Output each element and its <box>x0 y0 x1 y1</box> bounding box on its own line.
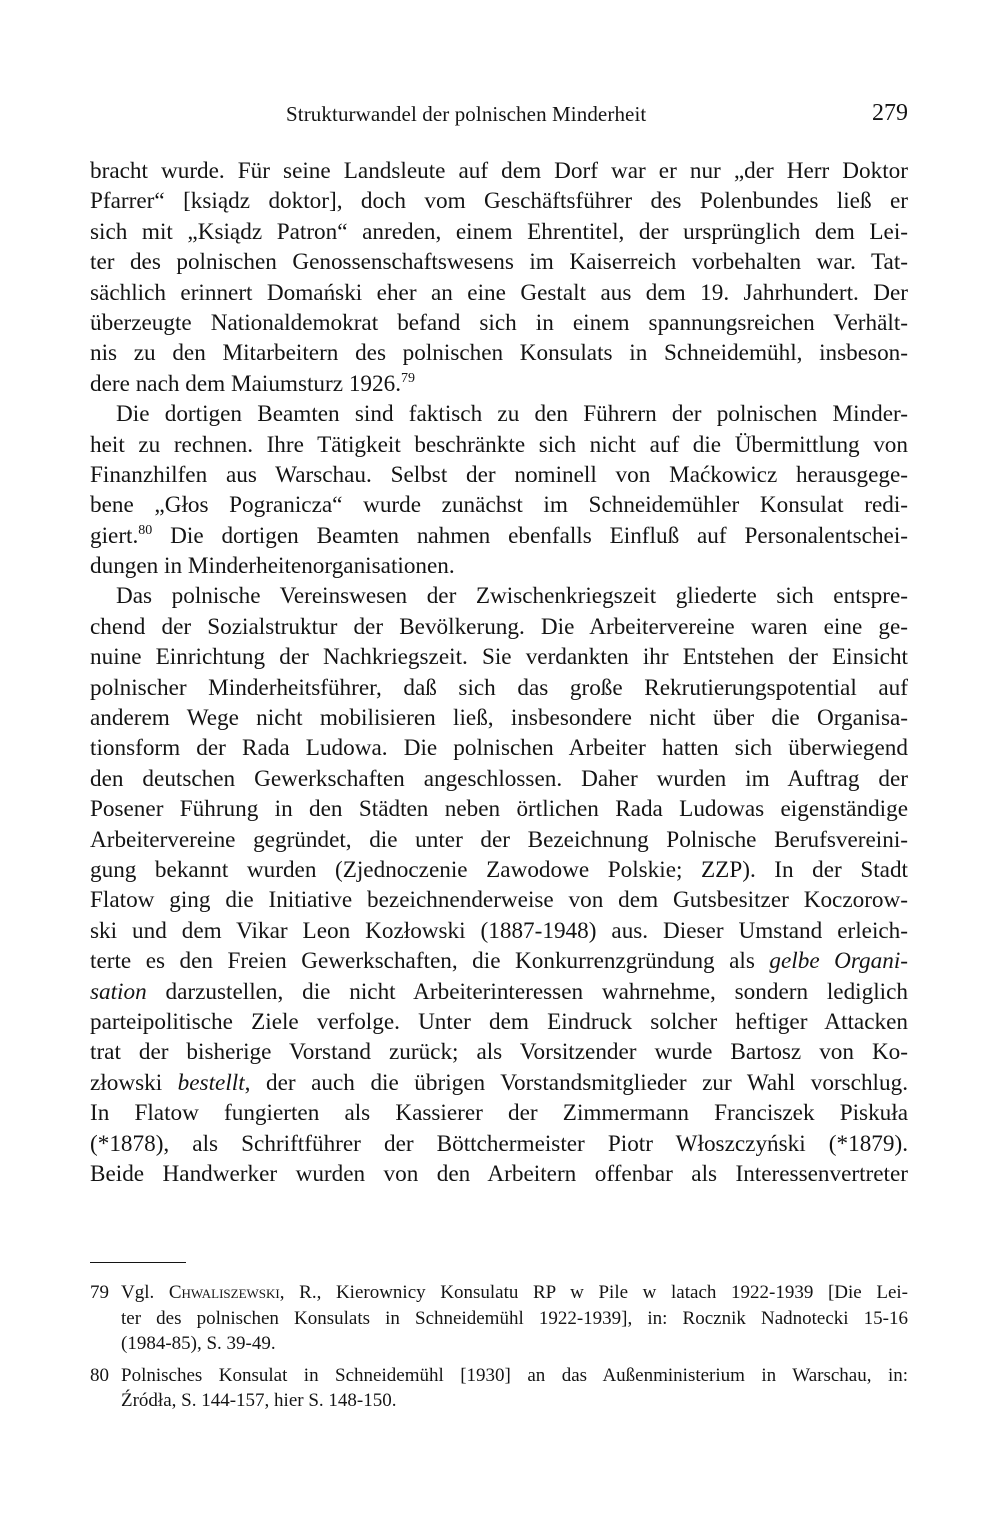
italic-segment: gelbe Organi- <box>769 948 908 975</box>
text-line: gung bekannt wurden (Zjednoczenie Zawodowe Polskie; ZZP). In der Stadt <box>90 856 908 883</box>
text-segment: terte es den Freien Gewerkschaften, die Konkurrenzgründung als <box>90 948 770 975</box>
author-name: Chwaliszewski <box>168 1282 280 1303</box>
italic-segment: sation <box>90 978 147 1005</box>
text-segment: Vgl. <box>121 1282 169 1303</box>
footnote-separator <box>90 1262 186 1263</box>
footnote-79 <box>90 1280 908 1357</box>
running-title: Strukturwandel der polnischen Minderheit <box>286 102 647 126</box>
text-line: chend der Sozialstruktur der Bevölkerung. Die Arbeitervereine waren eine ge- <box>90 613 908 640</box>
book-page <box>90 0 908 1535</box>
text-segment: Die dortigen Beamten nahmen ebenfalls Einfluß auf Personalentschei- <box>152 522 908 549</box>
text-line <box>90 977 908 1007</box>
footnote-number: 79 <box>90 1282 109 1303</box>
footnote-text <box>121 1363 908 1414</box>
text-line: bene „Głos Pogranicza“ wurde zunächst im Schneidemühler Konsulat redi- <box>90 492 908 519</box>
text-line <box>90 1068 908 1098</box>
text-line <box>90 521 908 551</box>
text-line: nis zu den Mitarbeitern des polnischen Konsulats in Schneidemühl, insbeson- <box>90 340 908 367</box>
text-line: In Flatow fungierten als Kassierer der Zimmermann Franciszek Piskuła <box>90 1100 908 1127</box>
footnote-ref-79[interactable]: 79 <box>401 370 416 386</box>
text-segment: darzustellen, die nicht Arbeiterinteressen wahrnehme, sondern lediglich <box>146 978 908 1005</box>
footnotes <box>90 1280 908 1420</box>
footnote-number: 80 <box>90 1364 109 1386</box>
text-line: sich mit „Ksiądz Patron“ anreden, einem Ehrentitel, der ursprünglich dem Lei- <box>90 218 908 245</box>
text-line: nuine Einrichtung der Nachkriegszeit. Sie verdankten ihr Entstehen der Einsicht <box>90 644 908 671</box>
text-line: Die dortigen Beamten sind faktisch zu den Führern der polnischen Minder- <box>116 401 908 428</box>
text-line: sächlich erinnert Domański eher an eine Gestalt aus dem 19. Jahrhundert. Der <box>90 279 908 306</box>
text-segment: złowski <box>90 1069 178 1096</box>
text-line: Posener Führung in den Städten neben örtlichen Rada Ludowas eigenständige <box>90 796 908 823</box>
footnote-line: Polnisches Konsulat in Schneidemühl [1930] an das Außenministerium in Warschau, in: <box>121 1364 908 1386</box>
text-line: parteipolitische Ziele verfolge. Unter dem Eindruck solcher heftiger Attacken <box>90 1008 908 1035</box>
footnote-line: ter des polnischen Konsulats in Schneidemühl 1922-1939], in: Rocznik Nadnotecki 15-16 <box>121 1307 908 1329</box>
page-number: 279 <box>872 100 908 126</box>
text-line: Flatow ging die Initiative bezeichnenderweise von dem Gutsbesitzer Koczorow- <box>90 887 908 914</box>
text-line: Arbeitervereine gegründet, die unter der Bezeichnung Polnische Berufsvereini- <box>90 826 908 853</box>
text-segment: giert. <box>90 522 139 549</box>
footnote-text <box>121 1280 908 1357</box>
text-line: anderem Wege nicht mobilisieren ließ, insbesondere nicht über die Organisa- <box>90 705 908 732</box>
text-line: bracht wurde. Für seine Landsleute auf dem Dorf war er nur „der Herr Doktor <box>90 158 908 184</box>
footnote-line <box>121 1280 908 1306</box>
text-line: ter des polnischen Genossenschaftswesens im Kaiserreich vorbehalten war. Tat- <box>90 249 908 276</box>
text-line: ski und dem Vikar Leon Kozłowski (1887-1948) aus. Dieser Umstand erleich- <box>90 917 908 944</box>
text-line: Beide Handwerker wurden von den Arbeitern offenbar als Interessenvertreter <box>90 1160 908 1187</box>
text-line: heit zu rechnen. Ihre Tätigkeit beschränkte sich nicht auf die Übermittlung von <box>90 431 908 458</box>
text-line: Pfarrer“ [ksiądz doktor], doch vom Geschäftsführer des Polenbundes ließ er <box>90 188 908 215</box>
text-segment: , der auch die übrigen Vorstandsmitglieder zur Wahl vorschlug. <box>244 1069 908 1096</box>
footnote-line: Źródła, S. 144-157, hier S. 148-150. <box>121 1390 397 1411</box>
text-line: polnischer Minderheitsführer, daß sich das große Rekrutierungspotential auf <box>90 674 908 701</box>
text-line: Das polnische Vereinswesen der Zwischenkriegszeit gliederte sich entspre- <box>116 583 908 610</box>
text-line: Finanzhilfen aus Warschau. Selbst der nominell von Maćkowicz herausgege- <box>90 461 908 488</box>
text-line: trat der bisherige Vorstand zurück; als Vorsitzender wurde Bartosz von Ko- <box>90 1039 908 1066</box>
text-line <box>90 369 908 399</box>
footnote-ref-80[interactable]: 80 <box>138 522 153 538</box>
italic-segment: bestellt <box>177 1069 245 1096</box>
running-header <box>90 100 908 134</box>
text-line <box>90 946 908 976</box>
text-segment: , R., Kierownicy Konsulatu RP w Pile w latach 1922-1939 [Die Lei- <box>279 1282 908 1303</box>
text-segment: dere nach dem Maiumsturz 1926. <box>90 370 402 397</box>
footnote-line: (1984-85), S. 39-49. <box>121 1333 276 1354</box>
text-line: (*1878), als Schriftführer der Böttchermeister Piotr Włoszczyński (*1879). <box>90 1130 908 1157</box>
text-line: dungen in Minderheitenorganisationen. <box>90 553 455 580</box>
text-line: überzeugte Nationaldemokrat befand sich in einem spannungsreichen Verhält- <box>90 309 908 336</box>
main-text <box>90 156 908 1189</box>
text-line: den deutschen Gewerkschaften angeschlossen. Daher wurden im Auftrag der <box>90 765 908 792</box>
footnote-80 <box>90 1363 908 1414</box>
text-line: tionsform der Rada Ludowa. Die polnischen Arbeiter hatten sich überwiegend <box>90 735 908 762</box>
